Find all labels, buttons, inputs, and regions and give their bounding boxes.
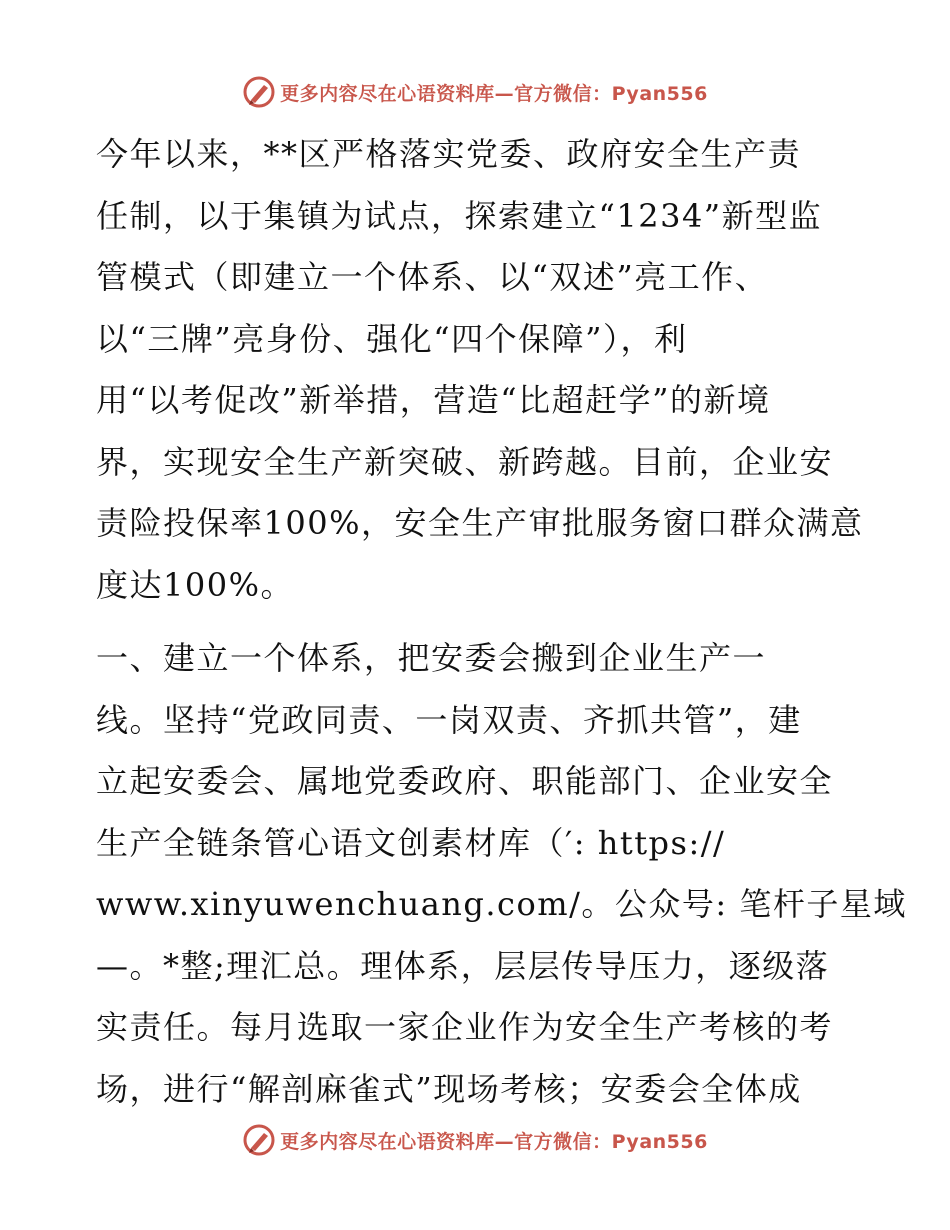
header-watermark-banner — [0, 72, 950, 112]
document-body — [96, 124, 907, 1120]
text-line: 立起安委会、属地党委政府、职能部门、企业安全 — [96, 762, 834, 800]
text-line: 管模式（即建立一个体系、以“双述”亮工作、 — [96, 258, 769, 296]
text-line: 用“以考促改”新举措，营造“比超赶学”的新境 — [96, 381, 771, 419]
text-line: 界，实现安全生产新突破、新跨越。目前，企业安 — [96, 442, 834, 481]
pen-logo-icon — [242, 1123, 276, 1157]
text-line: 今年以来，**区严格落实党委、政府安全生产责 — [96, 135, 802, 173]
text-line: 一、建立一个体系，把安委会搬到企业生产一 — [96, 639, 767, 677]
text-line: 场，进行“解剖麻雀式”现场考核；安委会全体成 — [96, 1069, 802, 1108]
paragraph-2 — [96, 628, 907, 1120]
header-banner-text: 更多内容尽在心语资料库—官方微信：Pyan556 — [280, 82, 708, 105]
pen-logo-icon — [242, 75, 276, 109]
paragraph-1 — [96, 124, 864, 616]
text-line: 线。坚持“党政同责、一岗双责、齐抓共管”，建 — [96, 700, 802, 739]
text-line: 生产全链条管心语文创素材库（′: https:// — [96, 823, 726, 862]
footer-banner-text: 更多内容尽在心语资料库—官方微信：Pyan556 — [280, 1130, 708, 1153]
text-line: www.xinyuwenchuang.com/。公众号: 笔杆子星域 — [96, 885, 907, 923]
text-line: 度达100%。 — [96, 565, 294, 604]
text-line: 实责任。每月选取一家企业作为安全生产考核的考 — [96, 1008, 834, 1046]
text-line: 责险投保率100%，安全生产审批服务窗口群众满意 — [96, 504, 864, 542]
footer-watermark-banner — [0, 1120, 950, 1160]
text-line: 以“三牌”亮身份、强化“四个保障”），利 — [96, 319, 688, 358]
paragraph-gap — [96, 616, 856, 628]
text-line: 任制，以于集镇为试点，探索建立“1234”新型监 — [96, 196, 823, 235]
text-line: —。*整;理汇总。理体系，层层传导压力，逐级落 — [96, 946, 830, 985]
